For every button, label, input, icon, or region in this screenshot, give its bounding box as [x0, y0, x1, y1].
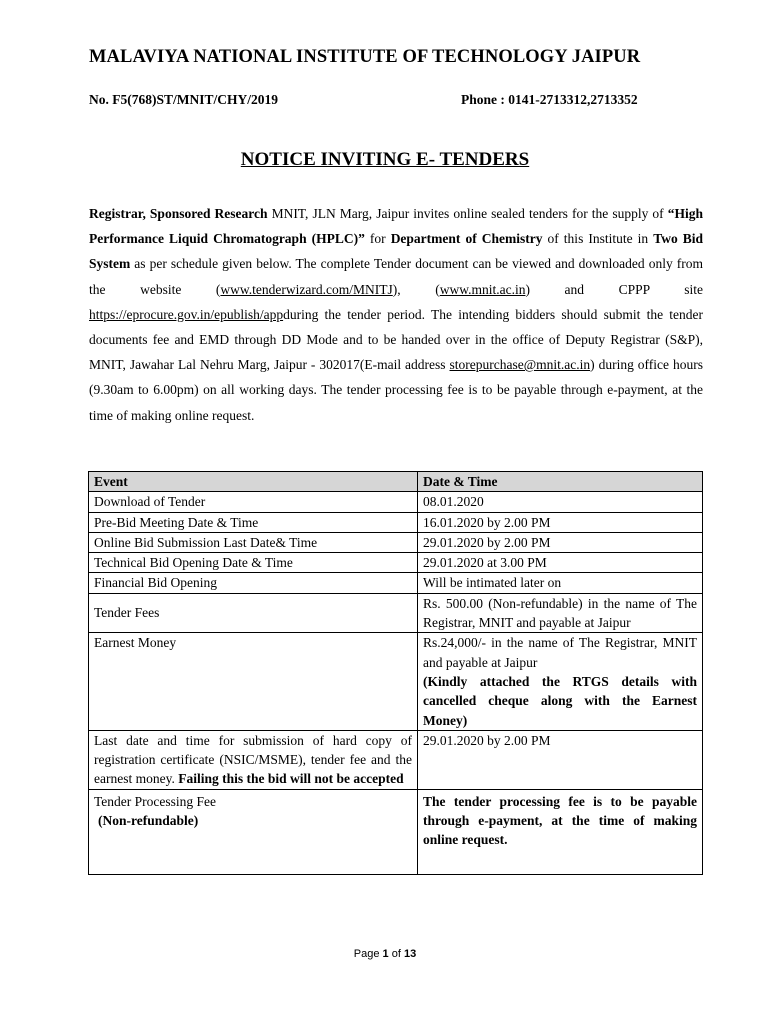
date-cell: 29.01.2020 by 2.00 PM [418, 730, 703, 789]
intro-text: during the tender period. The intending bidders should submit the tender documents fee and EMD through DD Mode and to be handed over in the office of Deputy Registrar (S&P), MNIT, Jawahar Lal Nehru Marg, Jaipur - 302017(E-mail address [89, 306, 703, 373]
intro-text: ), ( [392, 281, 440, 297]
column-header-event: Event [89, 472, 418, 492]
footer-page-number: 1 [382, 948, 389, 960]
event-cell: Download of Tender [89, 492, 418, 512]
intro-text: for [364, 231, 391, 247]
phone-number: Phone : 0141-2713312,2713352 [461, 92, 638, 107]
date-cell-note: (Kindly attached the RTGS details with cancelled cheque along with the Earnest Money) [423, 673, 697, 728]
intro-item-name: “High Performance Liquid Chromatograph (HPLC)” [89, 206, 703, 247]
event-cell-text: Last date and time for submission of hard copy of registration certificate (NSIC/MSME), tender fee and the earnest money. [94, 732, 412, 787]
cppp-link[interactable]: https://eprocure.gov.in/epublish/app [89, 306, 284, 322]
intro-text: MNIT, JLN Marg, Jaipur invites online sealed tenders for the supply of [267, 206, 668, 221]
mnit-website-link[interactable]: www.mnit.ac.in [439, 281, 526, 297]
date-cell-note: The tender processing fee is to be payable through e-payment, at the time of making online request. [423, 793, 697, 848]
footer-page-word: Page [353, 948, 383, 960]
event-cell: Pre-Bid Meeting Date & Time [89, 512, 418, 532]
intro-department: Department of Chemistry [390, 231, 543, 247]
table-row [89, 553, 703, 573]
date-cell: Will be intimated later on [418, 573, 703, 593]
event-cell-note: (Non-refundable) [98, 813, 199, 829]
event-cell: Technical Bid Opening Date & Time [89, 553, 418, 573]
table-row [89, 593, 703, 633]
date-cell: Rs. 500.00 (Non-refundable) in the name of The Registrar, MNIT and payable at Jaipur [418, 593, 703, 633]
table-row [89, 730, 703, 789]
footer-of-word: of [388, 948, 404, 960]
intro-paragraph [89, 201, 703, 428]
date-cell [418, 789, 703, 874]
event-cell: Financial Bid Opening [89, 573, 418, 593]
intro-bid-system: Two Bid System [89, 231, 703, 272]
date-cell: 29.01.2020 at 3.00 PM [418, 553, 703, 573]
date-cell: 16.01.2020 by 2.00 PM [418, 512, 703, 532]
intro-text: as per schedule given below. The complete Tender document can be viewed and downloaded only from the website ( [89, 256, 703, 297]
date-cell: 29.01.2020 by 2.00 PM [418, 532, 703, 552]
event-cell [89, 730, 418, 789]
event-cell: Online Bid Submission Last Date& Time [89, 532, 418, 552]
table-row [89, 512, 703, 532]
event-cell: Earnest Money [89, 633, 418, 730]
intro-text: ) and CPPP site [525, 281, 703, 297]
event-cell-warning: Failing this the bid will not be accepted [178, 771, 404, 787]
event-cell-text: Tender Processing Fee [94, 793, 217, 809]
tenderwizard-link[interactable]: www.tenderwizard.com/MNITJ [220, 281, 393, 297]
date-cell: 08.01.2020 [418, 492, 703, 512]
footer-page-total: 13 [403, 948, 417, 960]
institute-name: MALAVIYA NATIONAL INSTITUTE OF TECHNOLOGY JAIPUR [89, 47, 641, 67]
reference-number: No. F5(768)ST/MNIT/CHY/2019 [89, 92, 278, 107]
intro-text: ) during office hours (9.30am to 6.00pm) on all working days. The tender processing fee is to be payable through e-payment, at the time of making online request. [89, 357, 703, 423]
event-cell [89, 789, 418, 874]
notice-title: NOTICE INVITING E- TENDERS [240, 149, 530, 170]
page-footer [0, 948, 770, 960]
schedule-table [88, 471, 703, 875]
table-row [89, 532, 703, 552]
table-row [89, 633, 703, 730]
table-row [89, 492, 703, 512]
table-header-row [89, 472, 703, 492]
date-cell [418, 633, 703, 730]
date-cell-text: Rs.24,000/- in the name of The Registrar, MNIT and payable at Jaipur [423, 635, 697, 670]
intro-text: of this Institute in [542, 231, 654, 247]
table-row [89, 789, 703, 874]
intro-issuer: Registrar, Sponsored Research [89, 206, 268, 221]
email-link[interactable]: storepurchase@mnit.ac.in [449, 357, 591, 373]
column-header-date: Date & Time [418, 472, 703, 492]
reference-line [89, 92, 669, 108]
event-cell: Tender Fees [89, 593, 418, 633]
table-row [89, 573, 703, 593]
